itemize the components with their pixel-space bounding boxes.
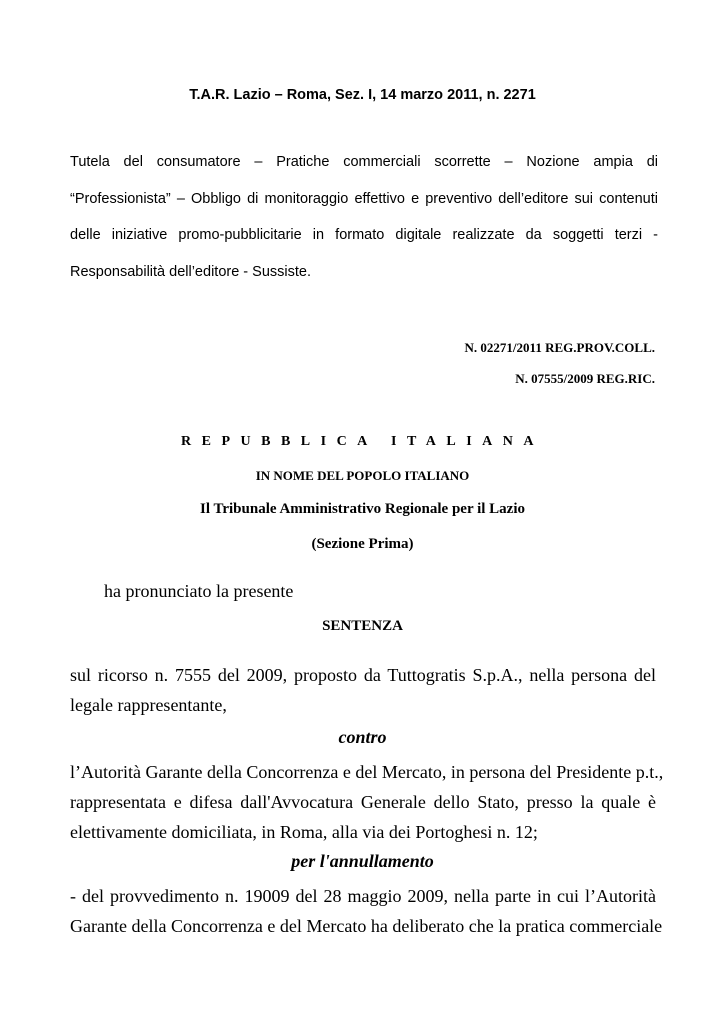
summary-line: “Professionista” – Obbligo di monitoraggio effettivo e preventivo dell’editore sui contenuti xyxy=(70,190,658,207)
registry-number-ric: N. 07555/2009 REG.RIC. xyxy=(515,371,655,386)
paragraph-line: sul ricorso n. 7555 del 2009, proposto da Tuttogratis S.p.A., nella persona del xyxy=(70,665,656,685)
judgment-title: SENTENZA xyxy=(322,618,403,634)
section-heading: (Sezione Prima) xyxy=(311,536,414,552)
paragraph-line: l’Autorità Garante della Concorrenza e del Mercato, in persona del Presidente p.t., xyxy=(70,762,664,782)
paragraph-line: legale rappresentante, xyxy=(70,695,227,715)
summary-line: delle iniziative promo-pubblicitarie in formato digitale realizzate da soggetti terzi - xyxy=(70,227,658,243)
annullamento-paragraph xyxy=(70,881,663,941)
contro-paragraph xyxy=(70,757,664,847)
paragraph-line: elettivamente domiciliata, in Roma, alla via dei Portoghesi n. 12; xyxy=(70,822,538,842)
summary-abstract xyxy=(70,144,658,290)
annullamento-heading: per l'annullamento xyxy=(291,851,434,871)
paragraph-line: Garante della Concorrenza e del Mercato ha deliberato che la pratica commerciale xyxy=(70,916,663,936)
contro-heading: contro xyxy=(338,727,387,747)
republic-heading: REPUBBLICA ITALIANA xyxy=(181,434,544,449)
summary-line: Tutela del consumatore – Pratiche commerciali scorrette – Nozione ampia di xyxy=(70,154,658,170)
in-name-heading: IN NOME DEL POPOLO ITALIANO xyxy=(255,468,470,483)
summary-line: Responsabilità dell’editore - Sussiste. xyxy=(70,263,311,280)
paragraph-line: rappresentata e difesa dall'Avvocatura Generale dello Stato, presso la quale è xyxy=(70,792,656,812)
pronounced-text: ha pronunciato la presente xyxy=(104,581,294,601)
tribunal-heading: Il Tribunale Amministrativo Regionale per il Lazio xyxy=(199,501,525,517)
registry-number-coll: N. 02271/2011 REG.PROV.COLL. xyxy=(464,340,655,355)
paragraph-line: - del provvedimento n. 19009 del 28 maggio 2009, nella parte in cui l’Autorità xyxy=(70,886,656,906)
document-title: T.A.R. Lazio – Roma, Sez. I, 14 marzo 2011, n. 2271 xyxy=(189,87,536,103)
ricorso-paragraph xyxy=(70,660,656,720)
